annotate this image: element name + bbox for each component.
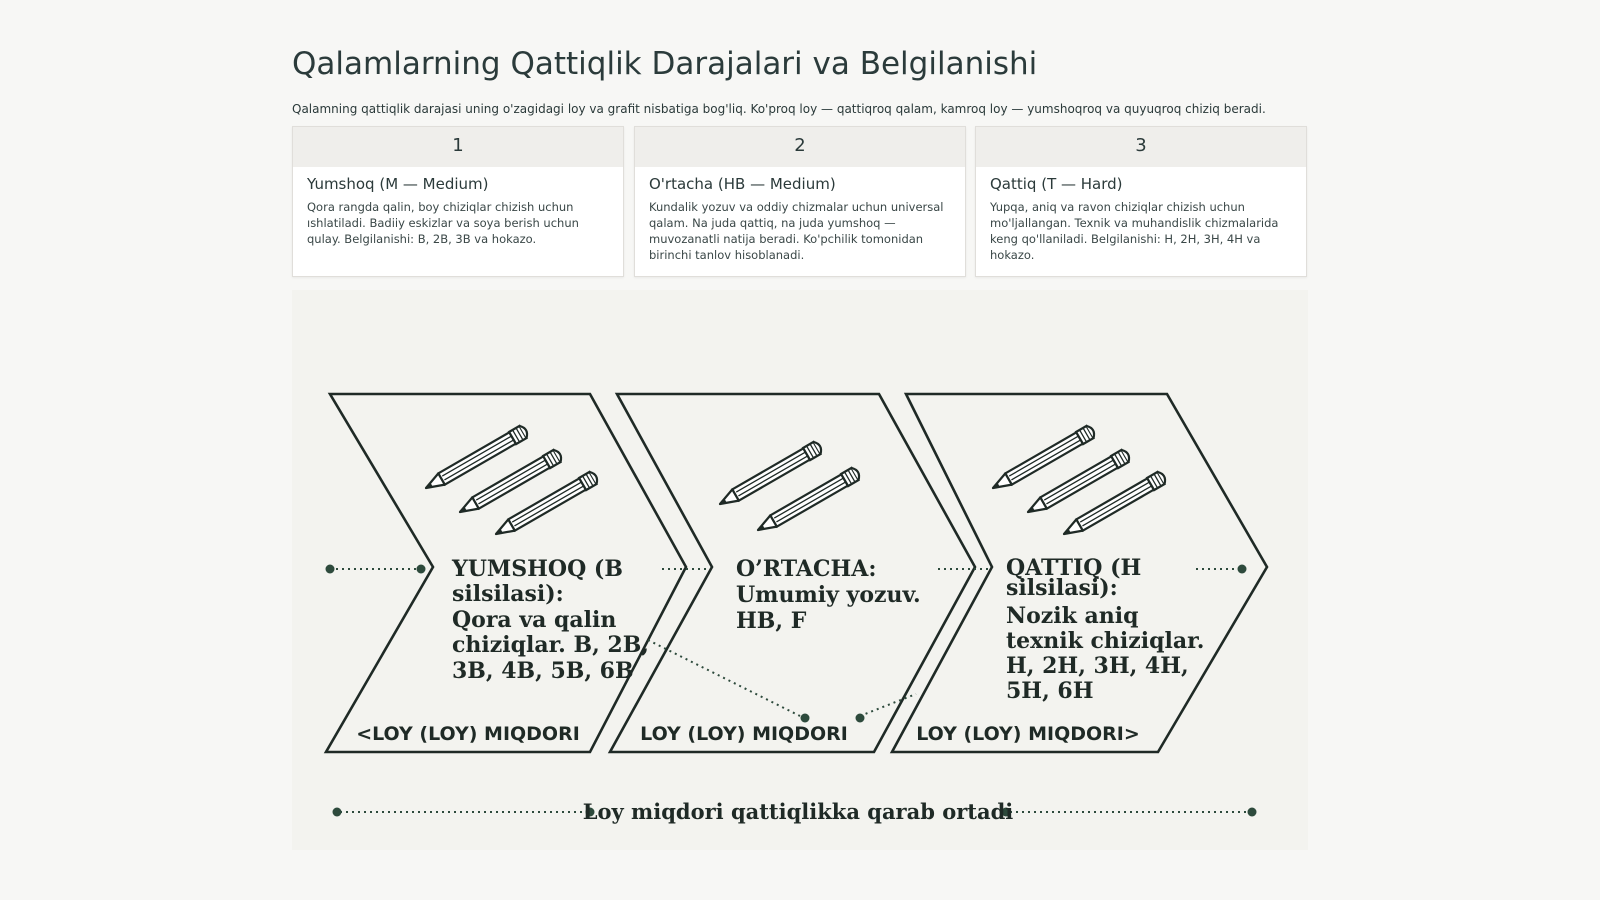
chevron-footer-hard: LOY (LOY) MIQDORI> (916, 723, 1140, 745)
chevron-text-soft: YUMSHOQ (B silsilasi): Qora va qalin chiziqlar. B, 2B, 3B, 4B, 5B, 6B (452, 556, 649, 684)
card-medium (634, 126, 966, 277)
page-subtitle: Qalamning qattiqlik darajasi uning o'zagidagi loy va grafit nisbatiga bog'liq. Ko'proq loy — qattiqroq qalam, kamroq loy — yumshoqroq va quyuqroq chiziq beradi. (292, 102, 1266, 116)
card-hard (975, 126, 1307, 277)
chevron-text-medium: O’RTACHA: Umumiy yozuv. HB, F (736, 556, 921, 634)
chevron-text-hard: QATTIQ (H silsilasi): Nozik aniq texnik chiziqlar. H, 2H, 3H, 4H, 5H, 6H (1006, 555, 1205, 704)
card-number: 2 (635, 127, 965, 167)
bottom-caption: Loy miqdori qattiqlikka qarab ortadi (582, 799, 1014, 824)
hardness-diagram (292, 290, 1308, 850)
card-title: Yumshoq (M — Medium) (307, 175, 489, 193)
card-text: Kundalik yozuv va oddiy chizmalar uchun universal qalam. Na juda qattiq, na juda yumshoq — muvozanatli natija beradi. Ko'pchilik tomonidan birinchi tanlov hisoblanadi. (649, 200, 944, 262)
card-text: Qora rangda qalin, boy chiziqlar chizish uchun ıshlatiladi. Badiiy eskizlar va soya berish uchun qulay. Belgilanishi: B, 2B, 3B va hokazo. (307, 200, 579, 246)
card-title: O'rtacha (HB — Medium) (649, 175, 836, 193)
chevron-footer-medium: LOY (LOY) MIQDORI (640, 723, 848, 745)
card-title: Qattiq (T — Hard) (990, 175, 1123, 193)
cards-row (292, 126, 1308, 280)
card-text: Yupqa, aniq va ravon chiziqlar chizish uchun mo'ljallangan. Texnik va muhandislik chizmalarida keng qo'llaniladi. Belgilanishi: H, 2H, 3H, 4H va hokazo. (990, 200, 1279, 262)
diagram-canvas (292, 290, 1308, 850)
chevron-footer-soft: <LOY (LOY) MIQDORI (356, 723, 580, 745)
page-title: Qalamlarning Qattiqlik Darajalari va Belgilanishi (292, 46, 1038, 82)
card-soft (292, 126, 624, 277)
card-number: 1 (293, 127, 623, 167)
card-number: 3 (976, 127, 1306, 167)
